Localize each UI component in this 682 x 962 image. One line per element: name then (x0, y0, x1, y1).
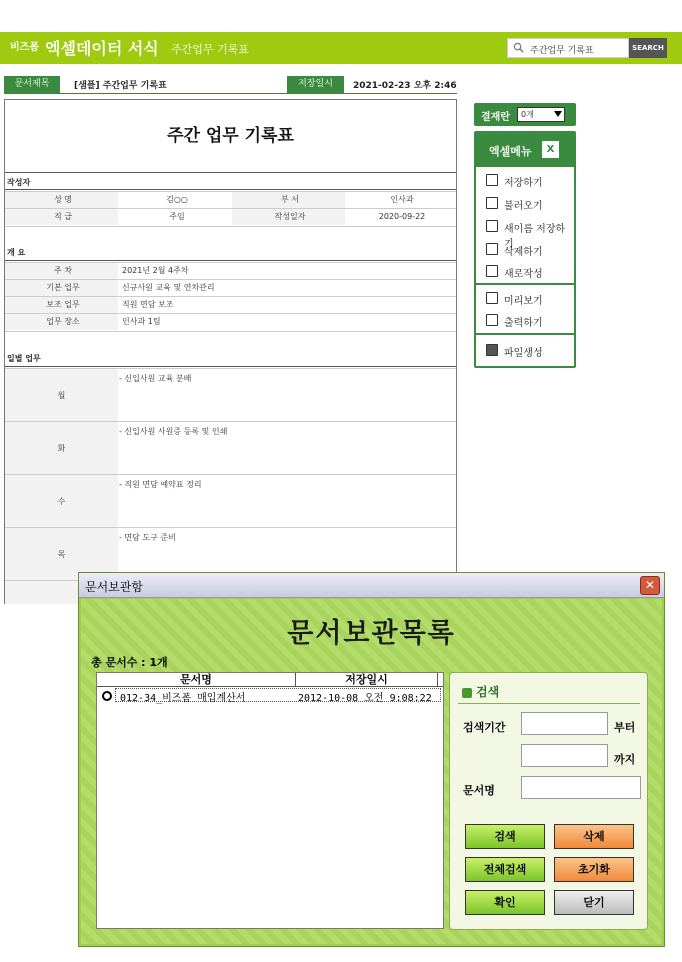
logo-main[interactable]: 엑셀데이터 서식 (45, 39, 159, 58)
menu-delete[interactable]: 삭제하기 (484, 241, 574, 261)
overview-row: 보조 업무 직원 면담 보조 (5, 296, 456, 313)
excel-menu-header: 엑셀메뉴 X (476, 133, 574, 167)
to-suffix: 까지 (614, 753, 636, 766)
doc-title-value: [샘플] 주간업무 기록표 (74, 81, 167, 91)
dialog-title: 문서보관함 (85, 580, 143, 594)
load-icon (486, 197, 498, 209)
search-input[interactable]: 주간업무 기록표 (530, 46, 594, 56)
menu-save-as[interactable]: 새이름 저장하기 (484, 218, 574, 238)
print-icon (486, 314, 498, 326)
excel-menu (474, 131, 576, 368)
menu-print[interactable]: 출력하기 (484, 312, 574, 332)
writer-name: 김○○ (166, 195, 188, 204)
save-icon (486, 174, 498, 186)
doc-title-label: 문서제목 (4, 76, 60, 93)
menu-load[interactable]: 불러오기 (484, 195, 574, 215)
writer-rank: 주임 (169, 212, 185, 221)
daily-row: 목 - 면담 도구 준비 (5, 527, 456, 580)
approval-label: 결재란 (481, 112, 510, 123)
search-button[interactable]: 검색 (465, 824, 545, 849)
document-archive-dialog (78, 572, 665, 947)
list-header (97, 673, 443, 687)
document-title: 주간 업무 기록표 (167, 126, 294, 146)
selected-row-outline: 012-34_비즈폼 매입계산서 2012-10-08 오전 9:08:22 (115, 688, 441, 702)
top-bar (0, 32, 682, 64)
save-as-icon (486, 220, 498, 232)
writer-row-2: 직 급 주임 작성일자 2020-09-22 (5, 208, 456, 225)
document-list[interactable] (96, 672, 444, 929)
column-doc-name[interactable]: 문서명 (97, 673, 296, 687)
search-button[interactable]: SEARCH (629, 38, 667, 58)
menu-save[interactable]: 저장하기 (484, 172, 574, 192)
period-label: 검색기간 (463, 721, 506, 734)
close-button[interactable]: 닫기 (554, 890, 634, 915)
overview-row: 기본 업무 신규사원 교육 및 연차관리 (5, 279, 456, 296)
search-all-button[interactable]: 전체검색 (465, 857, 545, 882)
writer-row-1: 성 명 김○○ 부 서 인사과 (5, 191, 456, 208)
writer-section-title: 작성자 (7, 178, 31, 187)
radio-button[interactable] (102, 691, 112, 701)
search-panel (449, 672, 648, 930)
panel-bullet-icon (462, 688, 472, 698)
from-suffix: 부터 (614, 721, 636, 734)
period-to-input[interactable] (521, 744, 608, 767)
menu-create-file[interactable]: 파일생성 (484, 342, 574, 362)
dialog-heading: 문서보관목록 (287, 618, 456, 649)
save-date-value: 2021-02-23 오후 2:46 (353, 81, 457, 91)
close-icon[interactable]: ✕ (640, 576, 660, 595)
trash-icon (486, 243, 498, 255)
daily-row: 화 - 신입사원 사원증 등록 및 인쇄 (5, 421, 456, 474)
page-subtitle: 주간업무 기록표 (171, 43, 249, 56)
document-count: 총 문서수 : 1개 (91, 656, 168, 669)
doc-info-bar (4, 76, 457, 94)
search-icon (513, 42, 524, 53)
daily-row: 월 - 신입사원 교육 분배 (5, 368, 456, 421)
doc-name-input[interactable] (521, 776, 641, 799)
save-date-label: 저장일시 (287, 76, 344, 93)
delete-button[interactable]: 삭제 (554, 824, 634, 849)
document-sheet (4, 99, 457, 604)
overview-row: 업무 장소 인사과 1팀 (5, 313, 456, 330)
doc-name-label: 문서명 (463, 784, 495, 797)
daily-row: 수 - 직원 면담 예약표 정리 (5, 474, 456, 527)
overview-row: 주 차 2021년 2월 4주차 (5, 262, 456, 279)
search-field[interactable] (507, 38, 629, 58)
approval-dropdown[interactable]: 0개 (517, 107, 565, 122)
dialog-titlebar[interactable] (79, 573, 664, 598)
menu-preview[interactable]: 미리보기 (484, 290, 574, 310)
preview-icon (486, 292, 498, 304)
excel-icon: X (542, 141, 559, 158)
reset-button[interactable]: 초기화 (554, 857, 634, 882)
logo-small[interactable]: 비즈폼 (10, 42, 39, 53)
overview-section-title: 개 요 (7, 248, 26, 257)
column-save-date[interactable]: 저장일시 (296, 673, 438, 687)
menu-new[interactable]: 새로작성 (484, 263, 574, 283)
list-item[interactable] (97, 688, 443, 702)
approval-selector (474, 103, 576, 126)
folder-icon (486, 344, 498, 356)
daily-section-title: 일별 업무 (7, 354, 41, 363)
period-from-input[interactable] (521, 712, 608, 735)
ok-button[interactable]: 확인 (465, 890, 545, 915)
writer-date: 2020-09-22 (378, 212, 426, 221)
writer-dept: 인사과 (390, 195, 414, 204)
dropdown-arrow-icon (554, 111, 562, 117)
dialog-body (81, 599, 662, 944)
search-panel-title: 검색 (462, 683, 499, 700)
new-doc-icon (486, 265, 498, 277)
